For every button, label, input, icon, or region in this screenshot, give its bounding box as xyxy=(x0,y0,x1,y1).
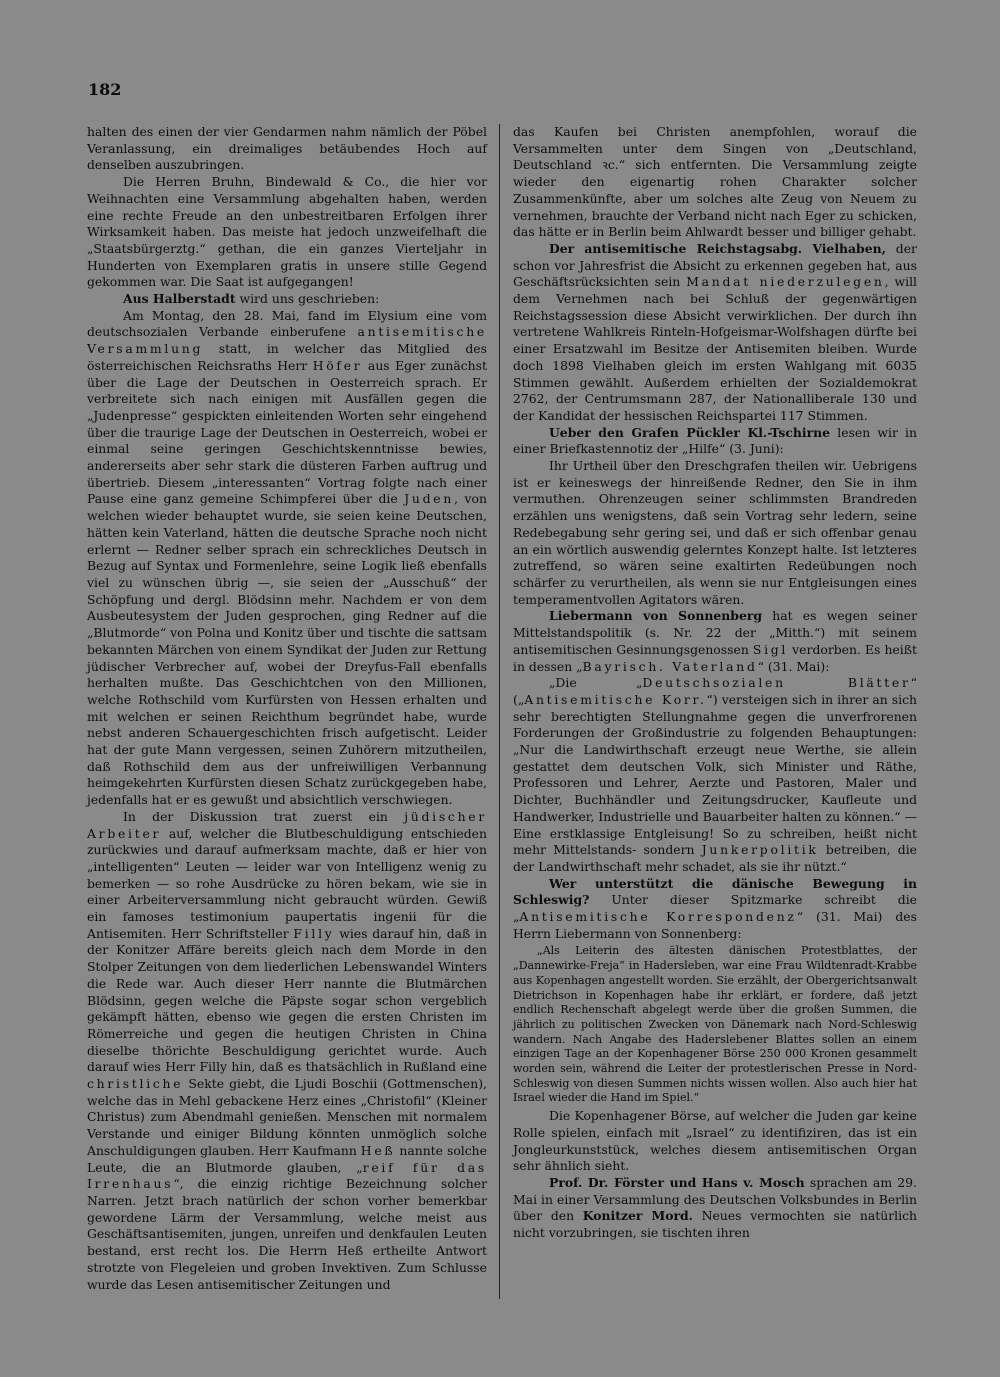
bold-text: Konitzer Mord. xyxy=(582,1208,693,1224)
text-run: verdorben. Es heißt in dessen „ xyxy=(513,641,917,674)
spaced-text: Antisemitische Korr. xyxy=(524,691,707,707)
section-heading: Aus Halberstadt xyxy=(123,291,236,307)
paragraph xyxy=(513,241,917,425)
paragraph: das Kaufen bei Christen anempfohlen, worauf die Versammelten unter dem Singen von „Deutschland, Deutschland ꝛc.“ sich entfernten. Die Versammlung zeigte wieder den eigenartig rohen Charakter solcher Zusammenkünfte, aber um solches alte Zeug von Neuem zu vernehmen, brauchte der Verband nicht nach Eger zu schicken, das hätte er in Berlin beim Ahlwardt besser und billiger gehabt. xyxy=(513,124,917,240)
text-run: “) versteigen sich in ihrer an sich sehr berechtigten Stellungnahme gegen die unverfrorenen Forderungen der Großindustrie zu folgenden Behauptungen: „Nur die Landwirthschaft erzeugt neue Werthe, sie allein gestattet dem deutschen Volk, sich Minister und Räthe, Professoren und Lehrer, Aerzte und Pastoren, Maler und Dichter, Buchhändler und Zeitungsdrucker, Kaufleute und Handwerker, Industrielle und Bauarbeiter halten zu können.“ — Eine erstklassige Entgleisung! So zu schreiben, heißt nicht mehr Mittelstands- sondern xyxy=(513,691,917,858)
text-run: hat es wegen seiner Mittelstandspolitik (s. Nr. 22 der „Mitth.“) mit seinem antisemitischen Gesinnungsgenossen xyxy=(513,608,917,657)
text-run: Sekte giebt, die Ljudi Boschii (Gottmenschen), welche das in Mehl gebackene Herz eines „Christofil“ (Kleiner Christus) zum Abendmahl genießen. Menschen mit normalem Verstande und einiger Bildung könnten unmöglich solche Anschuldigungen glauben. Herr Kaufmann xyxy=(87,1076,487,1158)
spaced-text: Bayrisch. Vaterland xyxy=(582,658,758,674)
spaced-text: christliche xyxy=(87,1076,184,1092)
section-heading: Der antisemitische Reichstagsabg. Vielhaben, xyxy=(549,240,886,256)
text-run: In der Diskussion trat zuerst ein xyxy=(123,808,405,824)
paragraph xyxy=(513,1175,917,1242)
spaced-text: Filly xyxy=(293,925,335,941)
text-run: der schon vor Jahresfrist die Absicht zu erkennen gegeben hat, aus Geschäftsrücksichten sein xyxy=(513,240,917,290)
paragraph: Ihr Urtheil über den Dreschgrafen theilen wir. Uebrigens ist er keineswegs der hinreißende Redner, den Sie in ihm vermuthen. Ohrenzeugen seiner schlimmsten Brandreden erzählen uns wenigstens, daß sein Vortrag sehr ledern, seine Redebegabung sehr gering sei, und daß er sich offenbar genau an ein wörtlich auswendig gelerntes Konzept halte. Ist letzteres zutreffend, so wären seine exaltirten Redeübungen noch schärfer zu verurtheilen, als wenn sie nur Entgleisungen eines temperamentvollen Agitators wären. xyxy=(513,458,917,607)
paragraph xyxy=(87,809,487,1293)
spaced-text: Deutschsozialen Blätter xyxy=(642,675,911,691)
spaced-text: reif für das Irrenhaus xyxy=(87,1159,487,1192)
paragraph xyxy=(513,675,917,875)
text-run: Neues vermochten sie natürlich nicht vorzubringen, sie tischten ihren xyxy=(513,1208,917,1241)
text-run: , will dem Vernehmen nach bei Schluß der gegenwärtigen Reichstagssession diese Absicht verwirklichen. Der durch ihn vertretene Wahlkreis Rinteln-Hofgeismar-Wolfshagen dürfte bei einer Ersatzwahl im Besitze der Antisemiten bleiben. Wurde doch 1898 Vielhaben gleich im ersten Wahlgang mit 6035 Stimmen gewählt. Außerdem erhielten der Sozialdemokrat 2762, der Centrumsmann 287, der Nationalliberale 130 und der Kandidat der hessischen Reichspartei 117 Stimmen. xyxy=(513,274,917,423)
text-run: Unter dieser Spitzmarke schreibt die „ xyxy=(513,892,917,925)
spaced-text: antisemitische Versammlung xyxy=(87,324,487,357)
spaced-text: Mandat niederzulegen xyxy=(686,274,885,290)
paragraph: halten des einen der vier Gendarmen nahm nämlich der Pöbel Veranlassung, ein dreimaliges betäubendes Hoch auf denselben auszubringen. xyxy=(87,124,487,173)
spaced-text: jüdischer Arbeiter xyxy=(87,808,487,841)
quote-block xyxy=(513,944,917,1106)
section-heading: Liebermann von Sonnenberg xyxy=(549,608,763,624)
paragraph xyxy=(513,608,917,675)
column-rule xyxy=(499,124,500,1299)
paragraph xyxy=(87,291,487,308)
text-run: “ („ xyxy=(513,675,917,707)
paragraph: Die Kopenhagener Börse, auf welcher die Juden gar keine Rolle spielen, einfach mit „Israel“ zu identifiziren, das ist ein Jongleurkunststück, welches diesem antisemitischen Organ sehr ähnlich sieht. xyxy=(513,1108,917,1174)
paragraph xyxy=(87,308,487,809)
text-run: „Die „ xyxy=(549,675,643,691)
text-run: wies darauf hin, daß in der Konitzer Affäre bereits gleich nach dem Morde in den Stolper Zeitungen von dem liederlichen Lebenswandel Winters die Rede war. Auch dieser Herr nannte die Blutmärchen Blödsinn, gegen welche die Päpste sogar schon vergeblich gekämpft hätten, ebenso wie gegen die ersten Christen im Römerreiche und gegen die heutigen Christen in China dieselbe thörichte Beschuldigung gerichtet wurde. Auch darauf wies Herr Filly hin, daß es thatsächlich in Rußland eine xyxy=(87,925,487,1075)
left-column xyxy=(87,124,487,1293)
quote-paragraph: „Als Leiterin des ältesten dänischen Protestblattes, der „Dannewirke-Freja“ in Hadersleben, war eine Frau Wildtenradt-Krabbe aus Kopenhagen angestellt worden. Sie erzählt, der Obergerichtsanwalt Dietrichson in Kopenhagen habe ihr erklärt, er fordere, daß jetzt endlich Rechenschaft abgelegt werde über die großen Summen, die jährlich zu politischen Zwecken von Dänemark nach Nord-Schleswig wandern. Nach Angabe des Haderslebener Blattes sollen an einem einzigen Tage an der Kopenhagener Börse 250 000 Kronen gesammelt worden sein, während die Leiter der protestlerischen Presse in Nord-Schleswig von diesen Summen nichts wissen wollen. Also auch hier hat Israel wieder die Hand im Spiel.“ xyxy=(513,944,917,1105)
section-heading: Wer unterstützt die dänische Bewegung in Schleswig? xyxy=(513,875,917,908)
page-number: 182 xyxy=(88,80,122,99)
spaced-text: Heß xyxy=(360,1142,396,1158)
spaced-text: Höfer xyxy=(312,357,363,373)
spaced-text: Juden xyxy=(404,491,455,507)
paragraph xyxy=(513,876,917,943)
section-heading: Ueber den Grafen Pückler Kl.-Tschirne xyxy=(549,424,831,440)
paragraph: Die Herren Bruhn, Bindewald & Co., die hier vor Weihnachten eine Versammlung abgehalten haben, werden eine rechte Freude an den unbestreitbaren Erfolgen ihrer Wirksamkeit haben. Das meiste hat jedoch unzweifelhaft die „Staatsbürgerztg.“ gethan, die ein ganzes Vierteljahr in Hunderten von Exemplaren gratis in unsere stille Gegend gekommen war. Die Saat ist aufgegangen! xyxy=(87,174,487,290)
right-column xyxy=(513,124,917,1242)
text-run: auf, welcher die Blutbeschuldigung entschieden zurückwies und darauf aufmerksam machte, daß er hier von „intelligenten“ Leuten — leider war von Intelligenz wenig zu bemerken — so rohe Ausdrücke zu hören bekam, wie sie in einer Arbeiterversammlung nicht gebraucht würden. Gewiß ein famoses testimonium paupertatis ingenii für die Antisemiten. Herr Schriftsteller xyxy=(87,825,487,941)
text-run: aus Eger zunächst über die Lage der Deutschen in Oesterreich sprach. Er verbreitete sich nach einigen mit Ausfällen gegen die „Judenpresse“ gespickten einleitenden Worten sehr eingehend über die traurige Lage der Deutschen in Oesterreich, wobei er einmal seine geringen Geschichtskenntnisse bewies, andererseits aber sehr stark die düsteren Farben auftrug und übertrieb. Diesem „interessanten“ Vortrag folgte nach einer Pause eine ganz gemeine Schimpferei über die xyxy=(87,357,487,507)
spaced-text: Junkerpolitik xyxy=(701,842,819,858)
text-run: “ (31. Mai): xyxy=(757,658,830,674)
text-run: wird uns geschrieben: xyxy=(235,291,380,307)
text-run: sprachen am 29. Mai in einer Versammlung des Deutschen Volksbundes in Berlin über den xyxy=(513,1175,918,1224)
section-heading: Prof. Dr. Förster und Hans v. Mosch xyxy=(549,1175,805,1190)
text-run: “ (31. Mai) des Herrn Liebermann von Sonnenberg: xyxy=(513,909,918,941)
text-run: statt, in welcher das Mitglied des österreichischen Reichsraths Herr xyxy=(87,341,487,373)
text-run: lesen wir in einer Briefkastennotiz der „Hilfe“ (3. Juni): xyxy=(513,424,917,457)
paragraph xyxy=(513,425,917,458)
spaced-text: Antisemitische Korrespondenz xyxy=(519,909,797,925)
text-run: “, die einzig richtige Bezeichnung solcher Narren. Jetzt brach natürlich der schon vorher bemerkbar gewordene Lärm der Versammlung, welche meist aus Geschäftsantisemiten, jungen, unreifen und denkfaulen Leuten bestand, erst recht los. Die Herrn Heß ertheilte Antwort strotzte von Flegeleien und groben Invektiven. Zum Schlusse wurde das Lesen antisemitischer Zeitungen und xyxy=(87,1176,487,1292)
text-run: , von welchen wieder behauptet wurde, sie seien keine Deutschen, hätten kein Vaterland, hätten die deutsche Sprache noch nicht erlernt — Redner selber sprach ein schreckliches Deutsch in Bezug auf Syntax und Formenlehre, seine Logik ließ ebenfalls viel zu wünschen übrig —, sie seien der „Ausschuß“ der Schöpfung und dergl. Blödsinn mehr. Nachdem er von dem Ausbeutesystem der Juden gesprochen, ging Redner auf die „Blutmorde“ von Polna und Konitz über und tischte die sattsam bekannten Märchen von einem Syndikat der Juden zur Rettung jüdischer Verbrecher auf, wobei der Dreyfus-Fall ebenfalls herhalten mußte. Das Geschichtchen von den Millionen, welche Rothschild vom Kurfürsten von Hessen erhalten und mit welchen er seinen Reichthum begründet habe, wurde nebst anderen Schauergeschichten frisch aufgetischt. Leider hat der gute Mann vergessen, seinen Zuhörern mitzutheilen, daß Rothschild dem aus der unfreiwilligen Verbannung heimgekehrten Kurfürsten diesen Schatz zurückgegeben habe, jedenfalls hat er es gewußt und absichtlich verschwiegen. xyxy=(87,491,487,808)
text-run: betreiben, die der Landwirthschaft mehr schadet, als sie ihr nützt.“ xyxy=(513,842,918,874)
spaced-text: Sigl xyxy=(752,641,789,657)
text-run: Am Montag, den 28. Mai, fand im Elysium eine vom deutschsozialen Verbande einberufene xyxy=(87,307,487,340)
text-run: nannte solche Leute, die an Blutmorde glauben, „ xyxy=(87,1142,487,1175)
